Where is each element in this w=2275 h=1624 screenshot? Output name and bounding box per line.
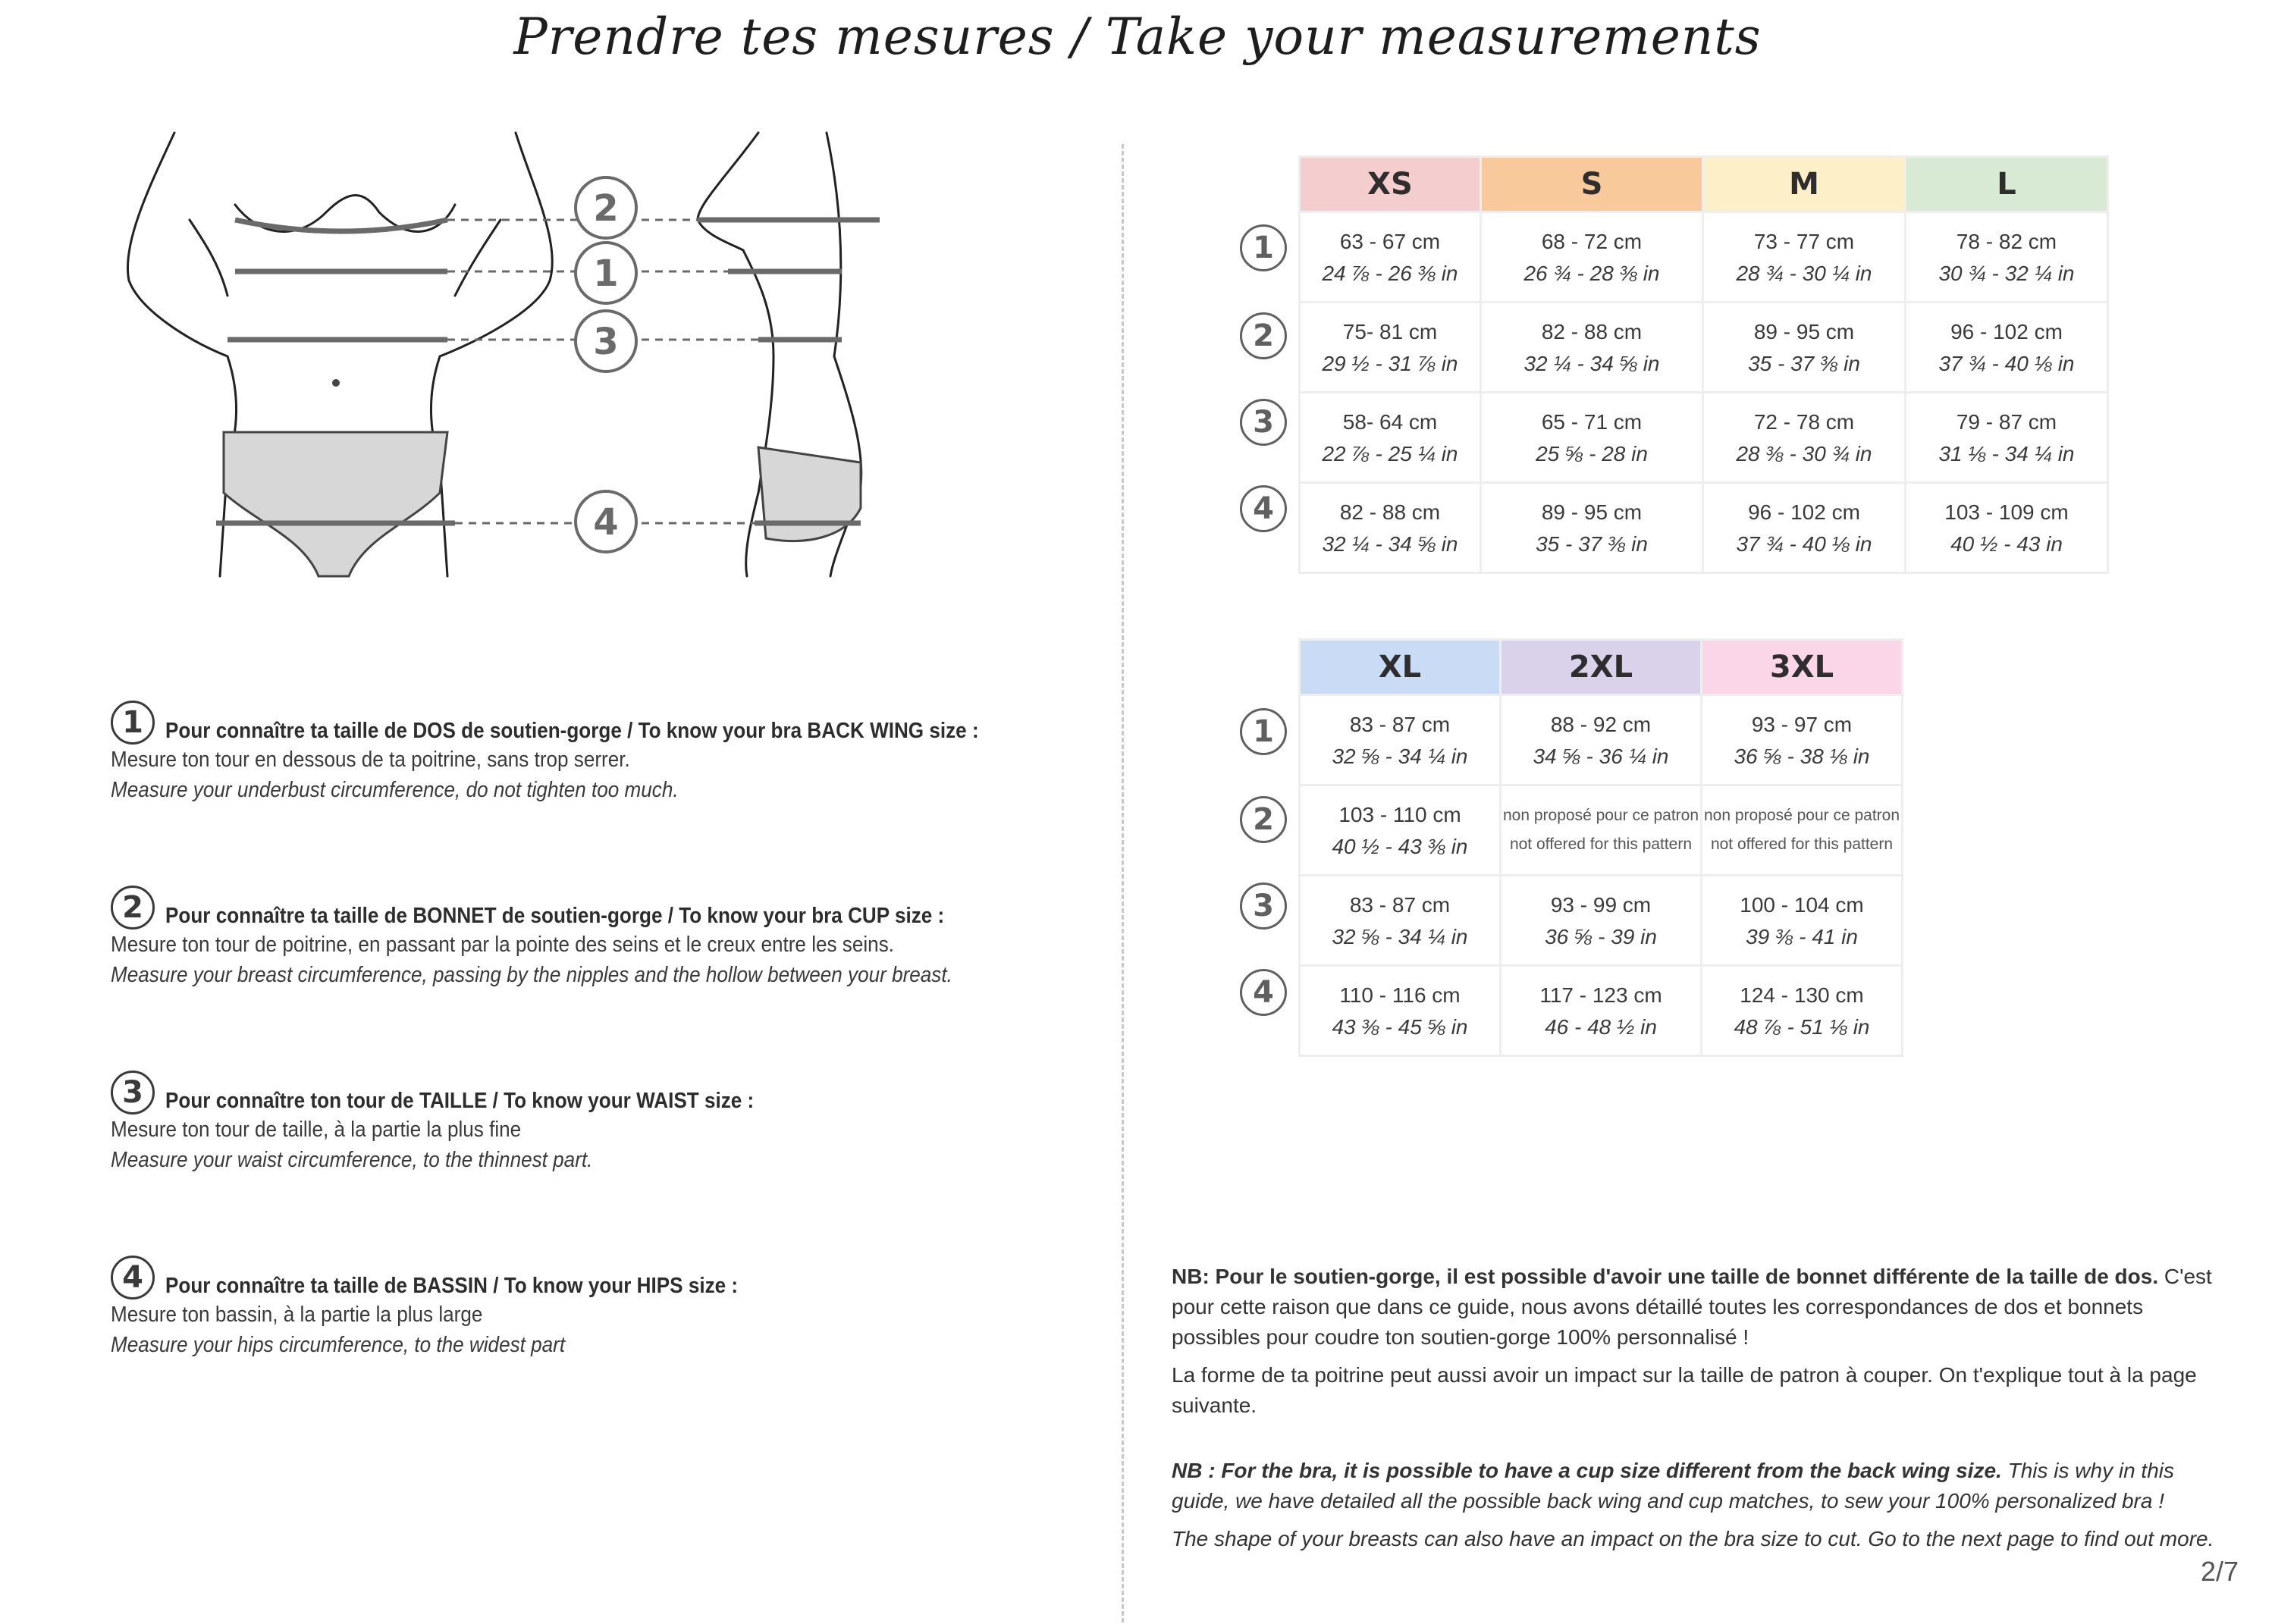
size-cell: 124 - 130 cm 48 ⅞ - 51 ⅛ in [1702,966,1903,1056]
size-cell: 83 - 87 cm 32 ⅝ - 34 ¼ in [1300,695,1501,785]
size-cell: 96 - 102 cm 37 ¾ - 40 ⅛ in [1703,483,1906,573]
instruction-title: Pour connaître ta taille de BONNET de soutien-gorge / To know your bra CUP size : [165,904,945,928]
size-cell: 63 - 67 cm 24 ⅞ - 26 ⅜ in [1300,212,1481,303]
row-number-3: 3 [1240,883,1287,930]
instruction-en: Measure your breast circumference, passing by the nipples and the hollow between your breast. [111,963,952,987]
instruction-number: 2 [111,886,155,930]
size-cell: 82 - 88 cm 32 ¼ - 34 ⅝ in [1481,303,1703,393]
row-number-2: 2 [1240,312,1287,359]
note-fr-text: C'est pour cette raison que dans ce guide, nous avons détaillé toutes les correspondances de dos et bonnets possibles pour coudre ton soutien-gorge 100% personnalisé ! [1172,1265,2212,1349]
marker-4: 4 [593,501,619,544]
size-header-l: L [1906,157,2108,212]
size-cell: 68 - 72 cm 26 ¾ - 28 ⅜ in [1481,212,1703,303]
marker-3: 3 [593,321,619,363]
instruction-fr: Mesure ton tour en dessous de ta poitrine, sans trop serrer. [111,748,630,772]
size-cell: 58- 64 cm 22 ⅞ - 25 ¼ in [1300,393,1481,483]
size-cell-not-offered: non proposé pour ce patron not offered for this pattern [1702,785,1903,876]
table-row [1300,393,2108,483]
instruction-en: Measure your underbust circumference, do not tighten too much. [111,778,679,802]
navel-icon [332,379,340,387]
size-cell: 93 - 99 cm 36 ⅝ - 39 in [1501,876,1702,966]
instruction-fr: Mesure ton tour de taille, à la partie la plus fine [111,1118,522,1142]
table-row [1300,695,1903,785]
size-cell-not-offered: non proposé pour ce patron not offered for this pattern [1501,785,1702,876]
page-divider [1122,144,1124,1622]
size-cell: 72 - 78 cm 28 ⅜ - 30 ¾ in [1703,393,1906,483]
instruction-fr: Mesure ton tour de poitrine, en passant par la pointe des seins et le creux entre les seins. [111,933,894,957]
size-header-m: M [1703,157,1906,212]
instruction-2 [111,886,1097,990]
size-cell: 103 - 110 cm 40 ½ - 43 ⅜ in [1300,785,1501,876]
side-body-outline [698,133,774,576]
row-number-1: 1 [1240,708,1287,755]
size-cell: 100 - 104 cm 39 ⅜ - 41 in [1702,876,1903,966]
instruction-title: Pour connaître ta taille de BASSIN / To know your HIPS size : [165,1274,739,1298]
instruction-number: 4 [111,1256,155,1300]
table-row [1300,483,2108,573]
size-cell: 75- 81 cm 29 ½ - 31 ⅞ in [1300,303,1481,393]
note-fr-bold: NB: Pour le soutien-gorge, il est possible d'avoir une taille de bonnet différente de la taille de dos. [1172,1265,2159,1288]
note-fr-p2: La forme de ta poitrine peut aussi avoir un impact sur la taille de patron à couper. On t'explique tout à la page suivante. [1172,1363,2197,1417]
table-row [1300,785,1903,876]
size-table-xs-l [1298,155,2109,574]
size-cell: 117 - 123 cm 46 - 48 ½ in [1501,966,1702,1056]
row-number-4: 4 [1240,485,1287,532]
size-cell: 96 - 102 cm 37 ¾ - 40 ⅛ in [1906,303,2108,393]
size-cell: 93 - 97 cm 36 ⅝ - 38 ⅛ in [1702,695,1903,785]
table-row [1300,966,1903,1056]
note-french [1172,1262,2226,1421]
instruction-number: 1 [111,701,155,745]
instruction-1 [111,701,1097,805]
size-cell: 78 - 82 cm 30 ¾ - 32 ¼ in [1906,212,2108,303]
page-title: Prendre tes mesures / Take your measurements [513,8,1762,66]
size-header-s: S [1481,157,1703,212]
table-row [1300,876,1903,966]
instruction-3 [111,1071,1097,1175]
row-number-2: 2 [1240,796,1287,843]
page-number: 2/7 [2200,1556,2239,1587]
size-cell: 89 - 95 cm 35 - 37 ⅜ in [1703,303,1906,393]
note-en-text: This is why in this guide, we have detailed all the possible back wing and cup matches, to sew your 100% personalized bra ! [1172,1459,2174,1513]
note-en-p2: The shape of your breasts can also have an impact on the bra size to cut. Go to the next page to find out more. [1172,1527,2214,1550]
row-number-4: 4 [1240,969,1287,1016]
size-header-row [1300,157,2108,212]
marker-2: 2 [593,187,619,230]
size-cell: 110 - 116 cm 43 ⅜ - 45 ⅝ in [1300,966,1501,1056]
size-header-2xl: 2XL [1501,640,1702,695]
row-number-1: 1 [1240,224,1287,271]
instruction-number: 3 [111,1071,155,1115]
front-briefs [224,432,447,576]
table-row [1300,212,2108,303]
instruction-en: Measure your hips circumference, to the widest part [111,1333,566,1357]
instruction-en: Measure your waist circumference, to the thinnest part. [111,1148,593,1172]
instruction-fr: Mesure ton bassin, à la partie la plus large [111,1303,483,1327]
size-cell: 73 - 77 cm 28 ¾ - 30 ¼ in [1703,212,1906,303]
marker-1: 1 [593,252,619,295]
size-cell: 103 - 109 cm 40 ½ - 43 in [1906,483,2108,573]
body-measurement-illustration [121,129,933,584]
instruction-title: Pour connaître ta taille de DOS de soutien-gorge / To know your bra BACK WING size : [165,719,979,743]
row-number-3: 3 [1240,399,1287,446]
size-header-row [1300,640,1903,695]
size-header-3xl: 3XL [1702,640,1903,695]
size-header-xs: XS [1300,157,1481,212]
size-cell: 88 - 92 cm 34 ⅝ - 36 ¼ in [1501,695,1702,785]
instruction-title: Pour connaître ton tour de TAILLE / To know your WAIST size : [165,1089,755,1113]
size-cell: 82 - 88 cm 32 ¼ - 34 ⅝ in [1300,483,1481,573]
size-cell: 65 - 71 cm 25 ⅝ - 28 in [1481,393,1703,483]
size-header-xl: XL [1300,640,1501,695]
size-cell: 83 - 87 cm 32 ⅝ - 34 ¼ in [1300,876,1501,966]
note-en-bold: NB : For the bra, it is possible to have a cup size different from the back wing size. [1172,1459,2002,1482]
front-body-outline [127,133,236,576]
size-table-xl-3xl [1298,638,1903,1057]
instruction-4 [111,1256,1097,1360]
size-cell: 79 - 87 cm 31 ⅛ - 34 ¼ in [1906,393,2108,483]
size-cell: 89 - 95 cm 35 - 37 ⅜ in [1481,483,1703,573]
table-row [1300,303,2108,393]
side-briefs [758,447,861,541]
note-english [1172,1456,2226,1554]
